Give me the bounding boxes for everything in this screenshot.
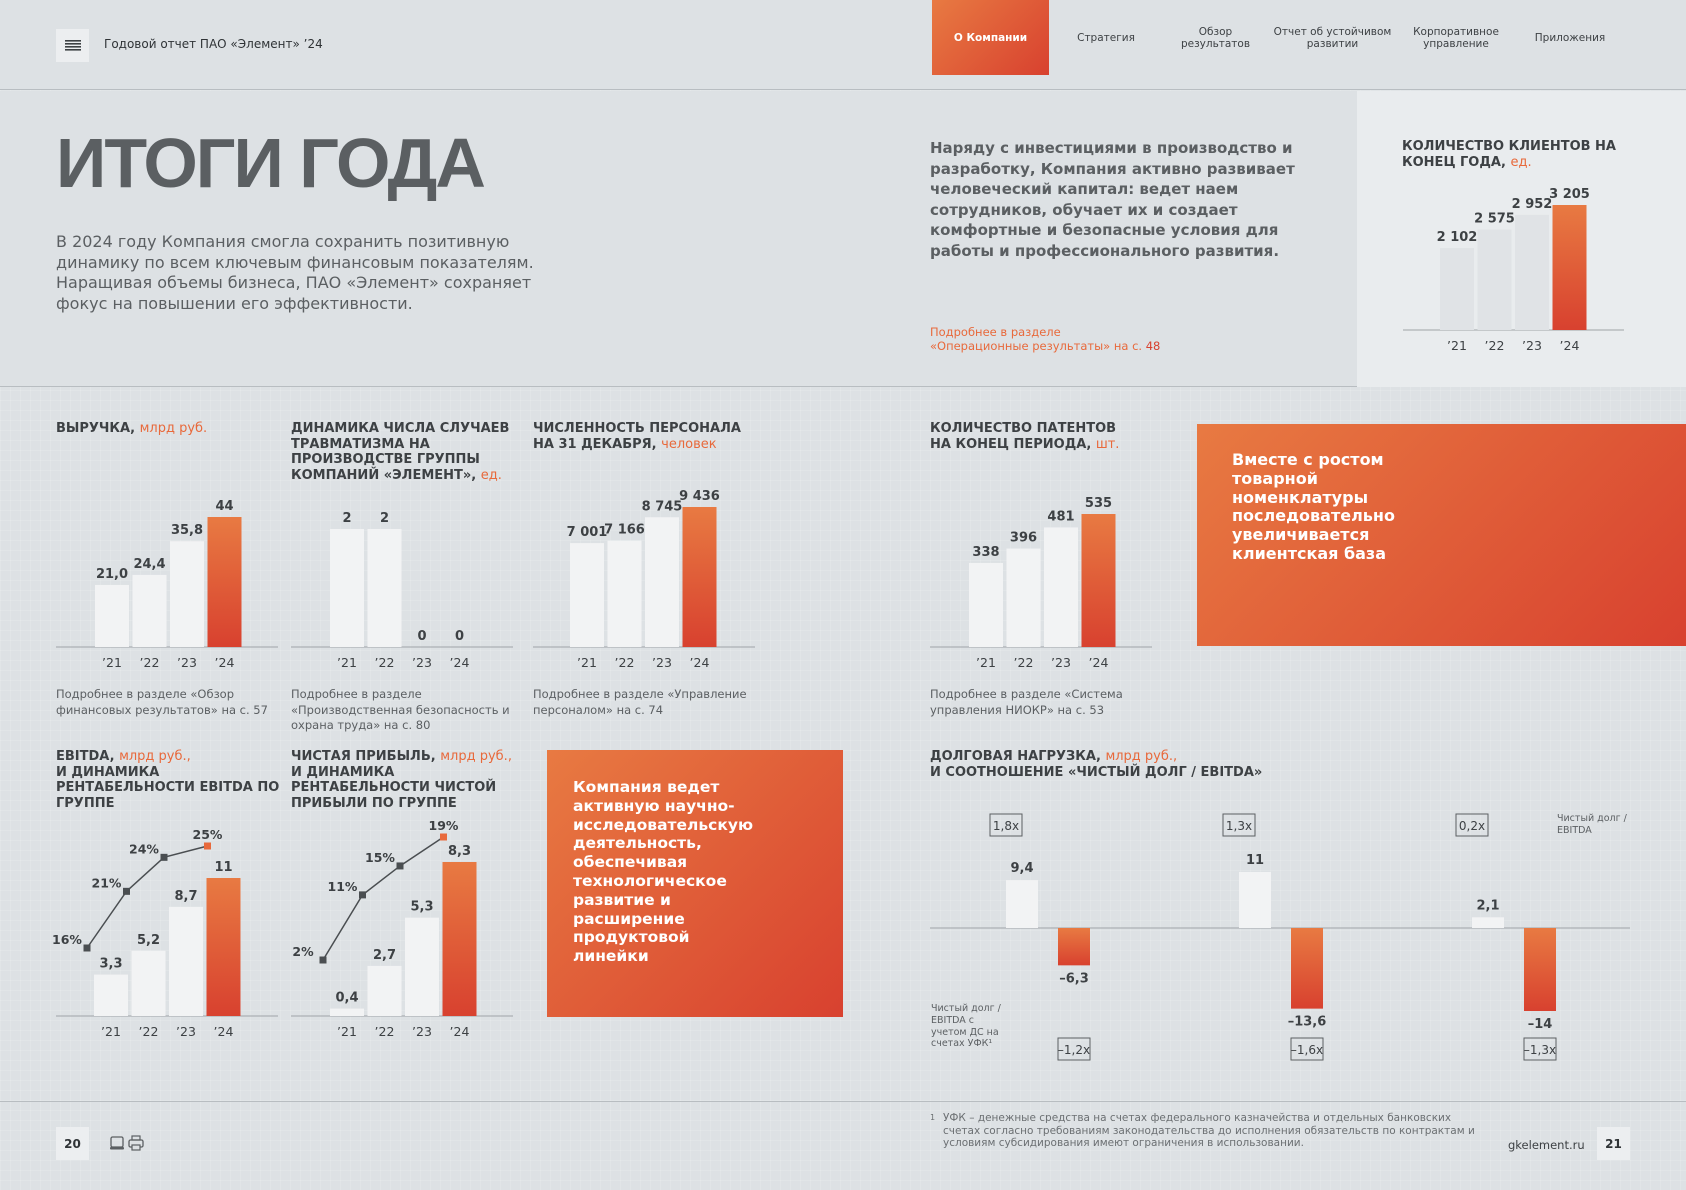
chart-value-label: –13,6 bbox=[1287, 1014, 1327, 1030]
chart-value-label: 2 bbox=[342, 511, 352, 526]
staff-source-link[interactable]: Подробнее в разделе «Управление персоналом» на с. 74 bbox=[533, 687, 747, 717]
chart-value-label: 535 bbox=[1084, 496, 1113, 511]
chart-unit: млрд руб., bbox=[440, 749, 512, 764]
chart-bar bbox=[1553, 205, 1587, 330]
chart-title-text: И СООТНОШЕНИЕ «ЧИСТЫЙ ДОЛГ / EBITDA» bbox=[930, 764, 1263, 780]
chart-tick-label: ’22 bbox=[138, 1024, 159, 1039]
chart-title-text: EBITDA, bbox=[56, 749, 115, 764]
ratio-label: 1,3x bbox=[1225, 819, 1253, 833]
chart-bar bbox=[405, 918, 439, 1016]
chart-title-text: КОЛИЧЕСТВО ПАТЕНТОВ НА КОНЕЦ ПЕРИОДА, bbox=[930, 421, 1117, 452]
chart-tick-label: ’21 bbox=[1447, 338, 1467, 353]
chart-bar bbox=[1082, 514, 1116, 647]
chart-value-label: 24,4 bbox=[133, 556, 166, 572]
ratio-label: 1,8x bbox=[992, 819, 1020, 833]
chart-title-text: ЧИСТАЯ ПРИБЫЛЬ, bbox=[291, 749, 436, 764]
right-page-number: 21 bbox=[1597, 1127, 1630, 1160]
chart-value-label: 5,2 bbox=[136, 932, 161, 948]
chart-bar bbox=[1058, 928, 1090, 965]
chart-line-point bbox=[84, 945, 91, 952]
chart-line-label: 25% bbox=[192, 827, 223, 842]
chart-tick-label: ’22 bbox=[1013, 655, 1034, 670]
ratio-label: –1,2x bbox=[1057, 1043, 1091, 1057]
chart-title-text: ДОЛГОВАЯ НАГРУЗКА, bbox=[930, 749, 1101, 764]
chart-line-point bbox=[161, 854, 168, 861]
chart-value-label: 0 bbox=[454, 629, 465, 644]
chart-line-point bbox=[359, 891, 366, 898]
chart-bar bbox=[169, 907, 203, 1016]
chart-line-point bbox=[397, 862, 404, 869]
nav-tab-label: О Компании bbox=[953, 31, 1028, 44]
hr-text: Наряду с инвестициями в производство и разработку, Компания активно развивает человеческий капитал: ведет наем сотрудников, обучает их и создает комфортные и безопасные условия для работы и профессионального развития. bbox=[930, 139, 1295, 260]
chart-bar bbox=[1006, 880, 1038, 928]
chart-tick-label: ’23 bbox=[1051, 655, 1071, 670]
chart-tick-label: ’21 bbox=[101, 1024, 121, 1039]
chart-value-label: 0,4 bbox=[335, 990, 359, 1006]
chart-tick-label: ’23 bbox=[412, 1024, 432, 1039]
revenue-source-link[interactable]: Подробнее в разделе «Обзор финансовых результатов» на с. 57 bbox=[56, 687, 268, 717]
chart-tick-label: ’24 bbox=[449, 655, 470, 670]
chart-bar bbox=[645, 517, 679, 647]
chart-title-text: ЧИСЛЕННОСТЬ ПЕРСОНАЛА НА 31 ДЕКАБРЯ, bbox=[533, 421, 741, 452]
chart-bar bbox=[1524, 928, 1556, 1011]
chart-value-label: 3,3 bbox=[99, 956, 123, 972]
ratio-label: –1,3x bbox=[1523, 1043, 1557, 1057]
debt-legend-bottom: Чистый долг / EBITDA с учетом ДС на счетах УФК¹ bbox=[931, 1003, 1001, 1050]
chart-tick-label: ’23 bbox=[652, 655, 672, 670]
chart-tick-label: ’23 bbox=[176, 1024, 196, 1039]
chart-bar bbox=[1515, 215, 1549, 330]
chart-title-text: ДИНАМИКА ЧИСЛА СЛУЧАЕВ ТРАВМАТИЗМА НА ПРОИЗВОДСТВЕ ГРУППЫ КОМПАНИЙ «ЭЛЕМЕНТ», bbox=[291, 421, 510, 483]
chart-value-label: 2 575 bbox=[1474, 211, 1515, 227]
chart-tick-label: ’22 bbox=[374, 655, 395, 670]
nav-tab-label: Обзор результатов bbox=[1180, 25, 1251, 50]
chart-tick-label: ’24 bbox=[689, 655, 710, 670]
download-print-icon[interactable] bbox=[109, 1134, 149, 1154]
chart-value-label: 5,3 bbox=[410, 899, 434, 915]
chart-line-label: 15% bbox=[365, 849, 395, 865]
chart-bar bbox=[1472, 917, 1504, 928]
ratio-label: 0,2x bbox=[1458, 819, 1486, 833]
chart-line-point bbox=[320, 957, 327, 964]
chart-value-label: 2,1 bbox=[1476, 898, 1500, 914]
chart-value-label: 8 745 bbox=[641, 499, 683, 515]
chart-bar bbox=[208, 517, 242, 647]
chart-title-text: И ДИНАМИКА РЕНТАБЕЛЬНОСТИ EBITDA ПО ГРУППЕ bbox=[56, 764, 280, 811]
page-title: ИТОГИ ГОДА bbox=[56, 124, 484, 202]
chart-value-label: 35,8 bbox=[170, 523, 204, 539]
promo-text: Компания ведет активную научно-исследовательскую деятельность, обеспечивая технологическое развитие и расширение продуктовой линейки bbox=[573, 778, 754, 966]
chart-tick-label: ’23 bbox=[412, 655, 432, 670]
chart-value-label: 44 bbox=[215, 499, 234, 514]
chart-value-label: 21,0 bbox=[95, 566, 129, 582]
chart-bar bbox=[1007, 549, 1041, 647]
chart-title-text: КОЛИЧЕСТВО КЛИЕНТОВ НА КОНЕЦ ГОДА, bbox=[1402, 139, 1616, 170]
chart-bar bbox=[368, 966, 402, 1016]
chart-bar bbox=[443, 862, 477, 1016]
chart-line-label: 24% bbox=[129, 841, 159, 857]
chart-tick-label: ’21 bbox=[337, 1024, 357, 1039]
chart-value-label: 8,7 bbox=[174, 888, 198, 904]
nav-tab-label: Корпоративное управление bbox=[1413, 25, 1499, 50]
chart-value-label: 9,4 bbox=[1010, 861, 1034, 877]
chart-tick-label: ’21 bbox=[337, 655, 357, 670]
chart-tick-label: ’24 bbox=[213, 1024, 234, 1039]
chart-unit: млрд руб. bbox=[139, 421, 208, 436]
chart-bar bbox=[94, 975, 128, 1016]
chart-value-label: 3 205 bbox=[1549, 187, 1590, 202]
chart-value-label: 7 166 bbox=[604, 522, 645, 538]
promo-text: Вместе с ростом товарной номенклатуры последовательно увеличивается клиентская база bbox=[1232, 450, 1395, 563]
more-link-line: «Операционные результаты» на с. bbox=[930, 339, 1143, 353]
debt-legend-top: Чистый долг / EBITDA bbox=[1557, 813, 1627, 836]
chart-bar bbox=[1291, 928, 1323, 1009]
patents-source-link[interactable]: Подробнее в разделе «Система управления НИОКР» на с. 53 bbox=[930, 687, 1123, 717]
chart-title-text: ВЫРУЧКА, bbox=[56, 421, 136, 436]
chart-tick-label: ’21 bbox=[102, 655, 122, 670]
site-link[interactable]: gkelement.ru bbox=[1508, 1138, 1585, 1152]
chart-value-label: –14 bbox=[1527, 1017, 1553, 1032]
chart-tick-label: ’22 bbox=[139, 655, 160, 670]
chart-tick-label: ’21 bbox=[976, 655, 996, 670]
left-page-number: 20 bbox=[56, 1127, 89, 1160]
chart-bar bbox=[132, 951, 166, 1016]
chart-bar bbox=[1478, 230, 1512, 330]
chart-bar bbox=[133, 575, 167, 647]
chart-bar bbox=[330, 1009, 364, 1016]
chart-value-label: –6,3 bbox=[1059, 971, 1089, 987]
chart-tick-label: ’23 bbox=[1522, 338, 1542, 353]
document-title: Годовой отчет ПАО «Элемент» ’24 bbox=[104, 37, 323, 51]
chart-tick-label: ’22 bbox=[1484, 338, 1505, 353]
chart-value-label: 7 001 bbox=[566, 525, 608, 541]
intro-text: В 2024 году Компания смогла сохранить позитивную динамику по всем ключевым финансовым показателям. Наращивая объемы бизнеса, ПАО «Элемент» сохраняет фокус на повышении его эффективности. bbox=[56, 232, 534, 313]
chart-line-point bbox=[204, 843, 211, 850]
chart-unit: ед. bbox=[480, 467, 502, 483]
chart-value-label: 8,3 bbox=[447, 844, 472, 859]
chart-line-point bbox=[440, 834, 447, 841]
chart-bar bbox=[608, 541, 642, 647]
more-link-page: 48 bbox=[1145, 339, 1161, 353]
chart-bar bbox=[368, 529, 402, 647]
chart-tick-label: ’23 bbox=[177, 655, 197, 670]
chart-line-label: 19% bbox=[428, 818, 459, 833]
chart-bar bbox=[1044, 527, 1078, 647]
chart-value-label: 0 bbox=[417, 629, 427, 644]
chart-tick-label: ’24 bbox=[1559, 338, 1580, 353]
more-link-line: Подробнее в разделе bbox=[930, 325, 1061, 339]
chart-line-label: 21% bbox=[91, 875, 122, 891]
chart-bar bbox=[1239, 872, 1271, 928]
footnote-text: УФК – денежные средства на счетах федерального казначейства и отдельных банковских счетах согласно требованиям законодательства до исполнения обязательств по контрактам и условиям субсидирования имеют ограничения в использовании. bbox=[943, 1112, 1475, 1149]
chart-value-label: 11 bbox=[1245, 853, 1265, 868]
chart-bar bbox=[95, 585, 129, 647]
chart-bar bbox=[1440, 248, 1474, 330]
chart-tick-label: ’24 bbox=[1088, 655, 1109, 670]
chart-line-point bbox=[123, 888, 130, 895]
chart-value-label: 2 952 bbox=[1511, 196, 1553, 212]
chart-value-label: 11 bbox=[214, 860, 233, 875]
footer-icons bbox=[109, 1134, 149, 1154]
chart-unit: млрд руб., bbox=[1105, 749, 1178, 764]
chart-value-label: 2 bbox=[379, 511, 390, 526]
nav-tab-label: Отчет об устойчивом развитии bbox=[1273, 25, 1392, 50]
chart-bar bbox=[570, 543, 604, 647]
chart-value-label: 2 102 bbox=[1436, 230, 1478, 246]
chart-value-label: 338 bbox=[972, 544, 1000, 560]
chart-value-label: 481 bbox=[1047, 509, 1075, 525]
chart-value-label: 2,7 bbox=[372, 947, 397, 963]
chart-bar bbox=[683, 507, 717, 647]
chart-tick-label: ’22 bbox=[614, 655, 635, 670]
nav-tab-label: Стратегия bbox=[1077, 31, 1135, 44]
chart-bar bbox=[330, 529, 364, 647]
chart-bar bbox=[207, 878, 241, 1016]
chart-title-text: И ДИНАМИКА РЕНТАБЕЛЬНОСТИ ЧИСТОЙ ПРИБЫЛИ ПО ГРУППЕ bbox=[291, 764, 497, 811]
ratio-label: –1,6x bbox=[1290, 1043, 1324, 1057]
chart-tick-label: ’22 bbox=[374, 1024, 395, 1039]
chart-value-label: 396 bbox=[1009, 530, 1038, 546]
nav-tab-label: Приложения bbox=[1534, 31, 1606, 44]
chart-unit: ед. bbox=[1510, 154, 1532, 170]
chart-tick-label: ’24 bbox=[449, 1024, 470, 1039]
chart-unit: млрд руб., bbox=[119, 749, 191, 764]
chart-value-label: 9 436 bbox=[679, 489, 720, 504]
chart-tick-label: ’24 bbox=[214, 655, 235, 670]
chart-unit: шт. bbox=[1095, 436, 1120, 452]
footer-divider bbox=[0, 1101, 1686, 1102]
chart-bar bbox=[969, 563, 1003, 647]
chart-line-label: 2% bbox=[292, 944, 314, 959]
injuries-source-link[interactable]: Подробнее в разделе «Производственная безопасность и охрана труда» на с. 80 bbox=[291, 687, 510, 732]
chart-line-label: 16% bbox=[52, 932, 82, 947]
chart-unit: человек bbox=[661, 436, 717, 452]
chart-bar bbox=[170, 541, 204, 647]
chart-line-label: 11% bbox=[327, 878, 358, 894]
footnote-mark: 1 bbox=[930, 1113, 936, 1122]
chart-tick-label: ’21 bbox=[577, 655, 597, 670]
